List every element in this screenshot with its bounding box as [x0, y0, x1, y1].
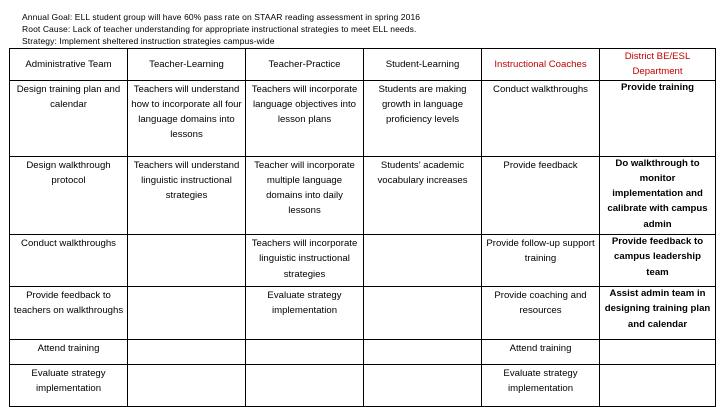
table-cell: Do walkthrough to monitor implementation and calibrate with campus admin — [600, 154, 716, 232]
table-cell: Students’ academic vocabulary increases — [364, 156, 482, 234]
table-cell — [364, 235, 482, 287]
table-cell — [246, 365, 364, 407]
table-cell: Conduct walkthroughs — [482, 80, 600, 156]
table-header-row — [10, 49, 716, 81]
table-cell: Conduct walkthroughs — [10, 235, 128, 287]
table-cell: Assist admin team in designing training plan and calendar — [600, 285, 716, 338]
table-cell: Teacher will incorporate multiple language domains into daily lessons — [246, 156, 364, 234]
col-header-teacher-learning: Teacher-Learning — [128, 49, 246, 81]
table-cell: Design training plan and calendar — [10, 80, 128, 156]
table-cell: Students are making growth in language proficiency levels — [364, 80, 482, 156]
table-cell: Provide training — [600, 78, 716, 154]
strategy: Strategy: Implement sheltered instruction strategies campus-wide — [22, 36, 275, 46]
table-cell — [364, 365, 482, 407]
table-row — [10, 156, 716, 234]
table-cell: Teachers will understand how to incorporate all four language domains into lessons — [128, 80, 246, 156]
table-cell: Provide coaching and resources — [482, 287, 600, 340]
col-header-teacher-practice: Teacher-Practice — [246, 49, 364, 81]
plan-header — [22, 11, 682, 47]
table-cell: Design walkthrough protocol — [10, 156, 128, 234]
annual-goal: Annual Goal: ELL student group will have 60% pass rate on STAAR reading assessment in spring 2016 — [22, 12, 421, 22]
table-cell: Attend training — [482, 340, 600, 365]
table-cell — [600, 340, 716, 365]
table-cell — [128, 287, 246, 340]
table-cell: Provide feedback to campus leadership team — [600, 233, 716, 285]
table-cell: Provide follow-up support training — [482, 235, 600, 287]
table-cell: Provide feedback — [482, 156, 600, 234]
col-header-district-department: District BE/ESL Department — [600, 49, 716, 81]
table-row — [10, 340, 716, 365]
table-cell — [128, 365, 246, 407]
table-cell — [364, 287, 482, 340]
table-cell — [128, 235, 246, 287]
table-cell — [128, 340, 246, 365]
col-header-admin-team: Administrative Team — [10, 49, 128, 81]
table-cell: Evaluate strategy implementation — [10, 365, 128, 407]
table-cell: Teachers will understand linguistic instructional strategies — [128, 156, 246, 234]
root-cause: Root Cause: Lack of teacher understanding for appropriate instructional strategies to meet ELL needs. — [22, 24, 417, 34]
table-cell: Evaluate strategy implementation — [482, 365, 600, 407]
table-cell — [246, 340, 364, 365]
table-cell: Attend training — [10, 340, 128, 365]
col-header-student-learning: Student-Learning — [364, 49, 482, 81]
table-cell: Teachers will incorporate language objectives into lesson plans — [246, 80, 364, 156]
table-cell: Teachers will incorporate linguistic instructional strategies — [246, 235, 364, 287]
col-header-instructional-coaches: Instructional Coaches — [482, 49, 600, 81]
table-cell: Evaluate strategy implementation — [246, 287, 364, 340]
table-cell: Provide feedback to teachers on walkthroughs — [10, 287, 128, 340]
table-row — [10, 235, 716, 287]
action-plan-table — [9, 48, 716, 407]
table-cell — [364, 340, 482, 365]
table-cell — [600, 365, 716, 407]
table-row — [10, 80, 716, 156]
table-row — [10, 287, 716, 340]
table-row — [10, 365, 716, 407]
